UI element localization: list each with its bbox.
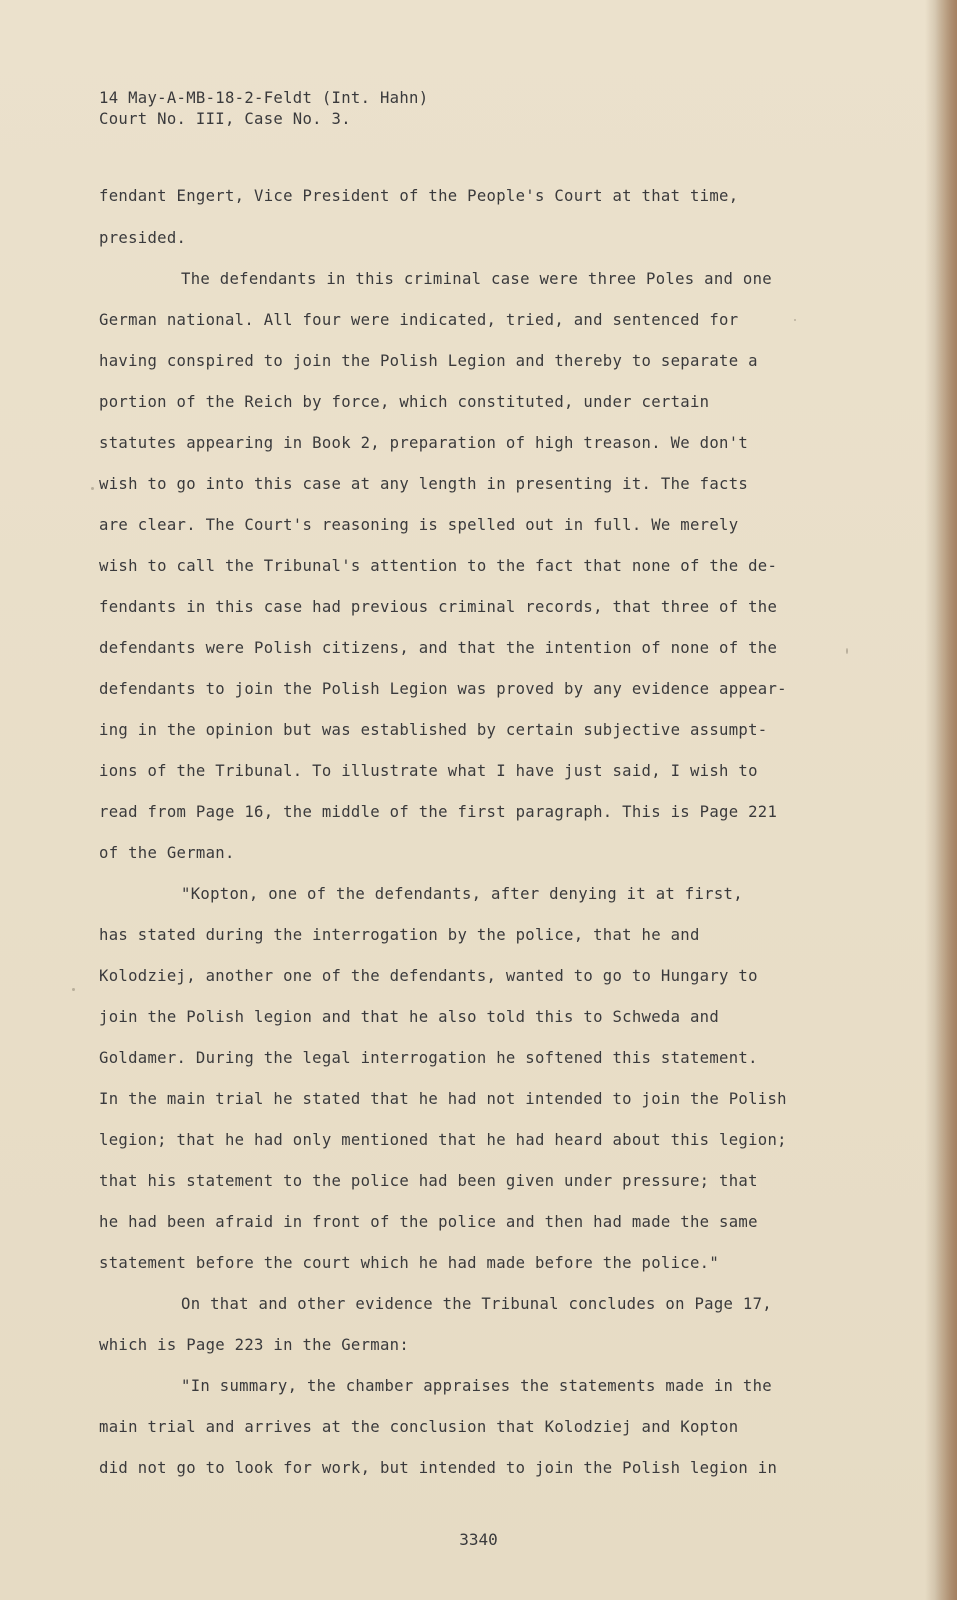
header-line-2: Court No. III, Case No. 3. <box>99 110 351 128</box>
body-line: German national. All four were indicated, tried, and sentenced for <box>99 311 739 329</box>
body-line: ing in the opinion but was established by certain subjective assumpt- <box>99 721 768 739</box>
body-line: read from Page 16, the middle of the first paragraph. This is Page 221 <box>99 803 778 821</box>
body-line: of the German. <box>99 844 235 862</box>
body-line: he had been afraid in front of the police and then had made the same <box>99 1213 758 1231</box>
paper-speck <box>91 487 94 490</box>
body-line: fendants in this case had previous criminal records, that three of the <box>99 598 778 616</box>
paper-speck <box>72 988 75 991</box>
body-line: "In summary, the chamber appraises the statements made in the <box>181 1377 772 1395</box>
body-line: The defendants in this criminal case were three Poles and one <box>181 270 772 288</box>
paper-speck <box>846 648 848 654</box>
body-line: join the Polish legion and that he also told this to Schweda and <box>99 1008 720 1026</box>
body-line: wish to go into this case at any length in presenting it. The facts <box>99 475 749 493</box>
body-line: "Kopton, one of the defendants, after denying it at first, <box>181 885 743 903</box>
body-line: legion; that he had only mentioned that he had heard about this legion; <box>99 1131 787 1149</box>
body-line: which is Page 223 in the German: <box>99 1336 410 1354</box>
body-line: defendants to join the Polish Legion was proved by any evidence appear- <box>99 680 787 698</box>
page-edge-shadow <box>935 0 957 1600</box>
paper-speck <box>794 319 796 321</box>
body-line: having conspired to join the Polish Legion and thereby to separate a <box>99 352 758 370</box>
body-line: statement before the court which he had made before the police." <box>99 1254 720 1272</box>
page-number: 3340 <box>459 1530 498 1549</box>
body-line: In the main trial he stated that he had not intended to join the Polish <box>99 1090 787 1108</box>
body-line: Goldamer. During the legal interrogation he softened this statement. <box>99 1049 758 1067</box>
body-line: defendants were Polish citizens, and that the intention of none of the <box>99 639 778 657</box>
body-line: Kolodziej, another one of the defendants, wanted to go to Hungary to <box>99 967 758 985</box>
body-line: portion of the Reich by force, which constituted, under certain <box>99 393 710 411</box>
body-line: On that and other evidence the Tribunal concludes on Page 17, <box>181 1295 772 1313</box>
body-line: presided. <box>99 229 187 247</box>
header-line-1: 14 May-A-MB-18-2-Feldt (Int. Hahn) <box>99 89 429 107</box>
body-line: that his statement to the police had been given under pressure; that <box>99 1172 758 1190</box>
body-line: main trial and arrives at the conclusion that Kolodziej and Kopton <box>99 1418 739 1436</box>
body-line: did not go to look for work, but intended to join the Polish legion in <box>99 1459 778 1477</box>
body-line: are clear. The Court's reasoning is spelled out in full. We merely <box>99 516 739 534</box>
body-line: fendant Engert, Vice President of the People's Court at that time, <box>99 187 739 205</box>
body-line: has stated during the interrogation by the police, that he and <box>99 926 700 944</box>
document-header <box>99 88 428 130</box>
body-line: statutes appearing in Book 2, preparation of high treason. We don't <box>99 434 749 452</box>
body-line: wish to call the Tribunal's attention to the fact that none of the de- <box>99 557 778 575</box>
body-line: ions of the Tribunal. To illustrate what I have just said, I wish to <box>99 762 758 780</box>
